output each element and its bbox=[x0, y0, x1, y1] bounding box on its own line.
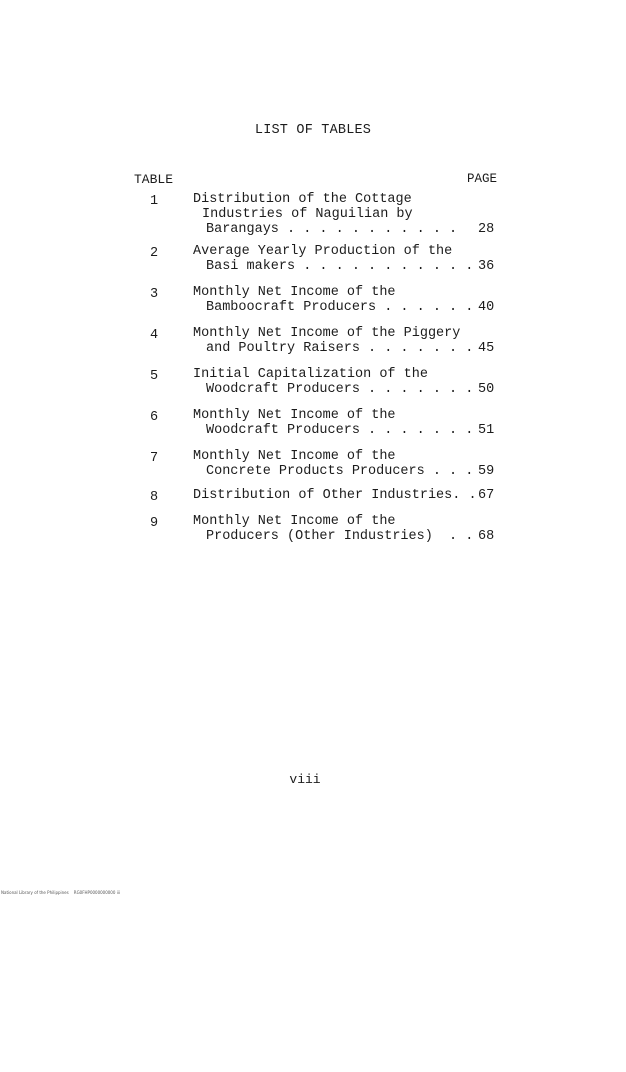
entry-page-number: 36 bbox=[478, 259, 495, 274]
entry-number: 4 bbox=[150, 328, 159, 343]
entry-page-number: 45 bbox=[478, 341, 495, 356]
entry-page-number: 40 bbox=[478, 300, 495, 315]
entry-number: 6 bbox=[150, 410, 159, 425]
entry-page-number: 28 bbox=[478, 222, 495, 237]
entry-page-number: 68 bbox=[478, 529, 495, 544]
entry-line: Barangays . . . . . . . . . . . bbox=[206, 222, 458, 237]
page-number: viii bbox=[289, 772, 321, 787]
entry-number: 5 bbox=[150, 369, 159, 384]
page-title: LIST OF TABLES bbox=[254, 123, 372, 138]
entry-line: Woodcraft Producers . . . . . . . bbox=[206, 423, 474, 438]
entry-number: 3 bbox=[150, 287, 159, 302]
entry-number: 1 bbox=[150, 194, 159, 209]
entry-number: 7 bbox=[150, 451, 159, 466]
entry-line: Bamboocraft Producers . . . . . . bbox=[206, 300, 474, 315]
entry-number: 8 bbox=[150, 490, 159, 505]
page-column-header: PAGE bbox=[467, 172, 498, 186]
entry-line: Distribution of Other Industries. . bbox=[193, 488, 477, 503]
entry-line: Monthly Net Income of the bbox=[193, 285, 396, 300]
entry-page-number: 59 bbox=[478, 464, 495, 479]
entry-line: Initial Capitalization of the bbox=[193, 367, 428, 382]
entry-page-number: 50 bbox=[478, 382, 495, 397]
entry-page-number: 51 bbox=[478, 423, 495, 438]
entry-line: Monthly Net Income of the bbox=[193, 449, 396, 464]
entry-number: 2 bbox=[150, 246, 159, 261]
entry-line: Basi makers . . . . . . . . . . . bbox=[206, 259, 474, 274]
entry-line: Average Yearly Production of the bbox=[193, 244, 453, 259]
table-column-header: TABLE bbox=[134, 172, 174, 187]
entry-line: Concrete Products Producers . . . bbox=[206, 464, 474, 479]
entry-line: Monthly Net Income of the bbox=[193, 408, 396, 423]
entry-line: and Poultry Raisers . . . . . . . bbox=[206, 341, 474, 356]
entry-line: Industries of Naguilian by bbox=[202, 207, 413, 222]
entry-line: Monthly Net Income of the bbox=[193, 514, 396, 529]
entry-line: Producers (Other Industries) . . bbox=[206, 529, 474, 544]
entry-line: Monthly Net Income of the Piggery bbox=[193, 326, 461, 341]
entry-line: Woodcraft Producers . . . . . . . bbox=[206, 382, 474, 397]
entry-line: Distribution of the Cottage bbox=[193, 192, 412, 207]
entry-number: 9 bbox=[150, 516, 159, 531]
entry-page-number: 67 bbox=[478, 488, 495, 503]
scan-imprint: National Library of the Philippines RG0FHP0000000000 iii bbox=[1, 890, 120, 895]
